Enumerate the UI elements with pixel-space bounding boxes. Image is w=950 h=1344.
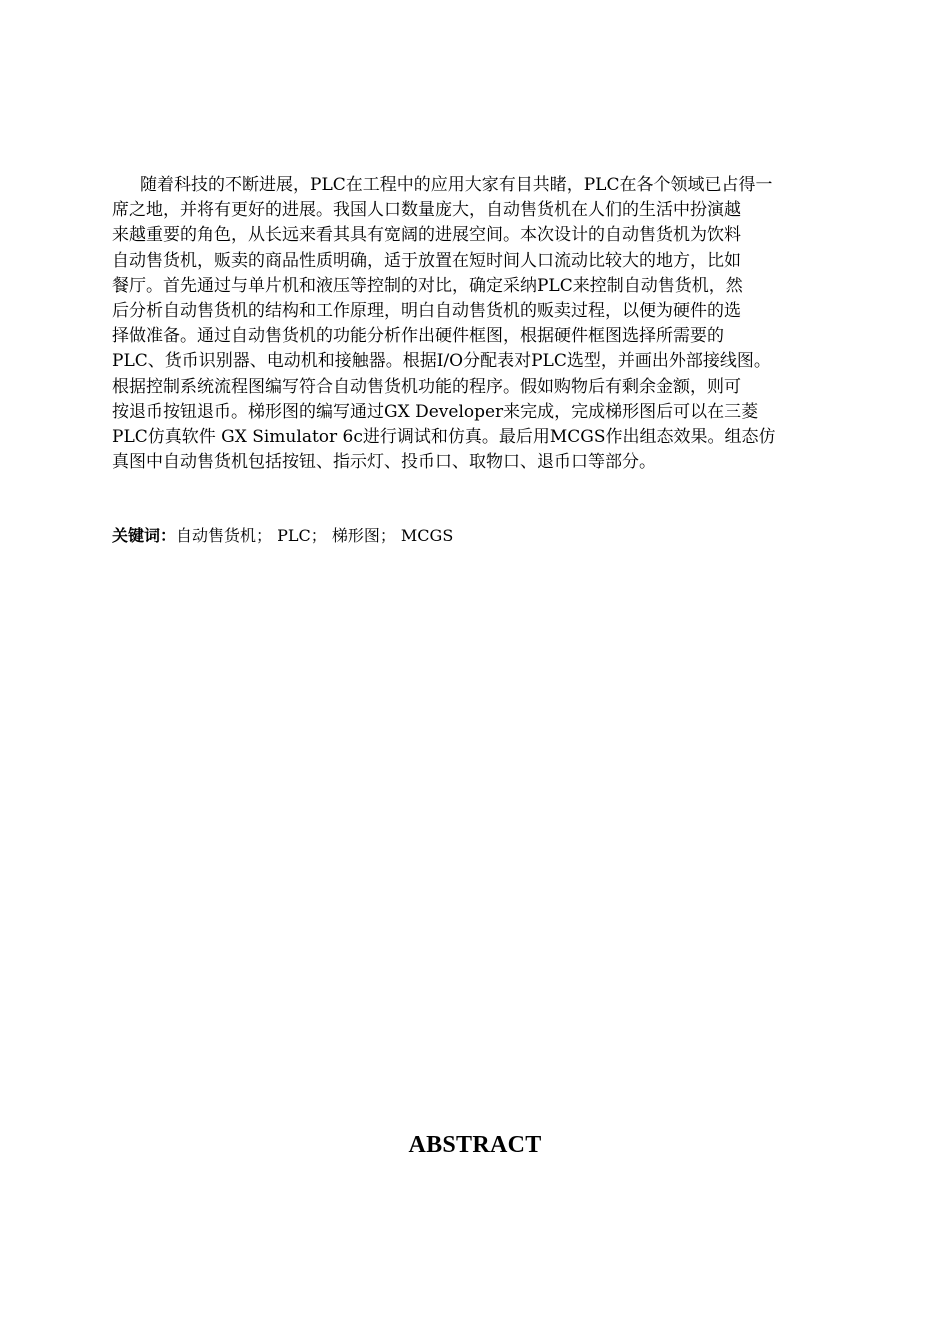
abstract-line: 择做准备。通过自动售货机的功能分析作出硬件框图，根据硬件框图选择所需要的	[112, 326, 724, 347]
abstract-line: 自动售货机，贩卖的商品性质明确，适于放置在短时间人口流动比较大的地方，比如	[112, 250, 741, 271]
english-abstract-heading: ABSTRACT	[408, 1132, 542, 1158]
abstract-line: 来越重要的角色，从长远来看其具有宽阔的进展空间。本次设计的自动售货机为饮料	[112, 225, 741, 246]
keywords-label: 关键词：	[112, 526, 177, 545]
abstract-line: 真图中自动售货机包括按钮、指示灯、投币口、取物口、退币口等部分。	[112, 452, 656, 473]
keywords-line	[112, 525, 453, 547]
abstract-line: 席之地，并将有更好的进展。我国人口数量庞大，自动售货机在人们的生活中扮演越	[112, 200, 741, 221]
keywords-text: 自动售货机； PLC； 梯形图； MCGS	[176, 526, 454, 545]
abstract-line: 随着科技的不断进展，PLC在工程中的应用大家有目共睹，PLC在各个领域已占得一	[140, 175, 773, 195]
abstract-line: 餐厅。首先通过与单片机和液压等控制的对比，确定采纳PLC来控制自动售货机，然	[112, 275, 743, 296]
abstract-line: 后分析自动售货机的结构和工作原理，明白自动售货机的贩卖过程，以便为硬件的选	[112, 301, 741, 322]
abstract-line: PLC、货币识别器、电动机和接触器。根据I/O分配表对PLC选型，并画出外部接线图。	[112, 351, 771, 372]
abstract-line: 根据控制系统流程图编写符合自动售货机功能的程序。假如购物后有剩余金额，则可	[112, 376, 741, 397]
abstract-line: PLC仿真软件 GX Simulator 6c进行调试和仿真。最后用MCGS作出组态效果。组态仿	[112, 427, 776, 448]
chinese-abstract-body	[112, 173, 842, 475]
abstract-line: 按退币按钮退币。梯形图的编写通过GX Developer来完成，完成梯形图后可以在三菱	[112, 401, 759, 422]
